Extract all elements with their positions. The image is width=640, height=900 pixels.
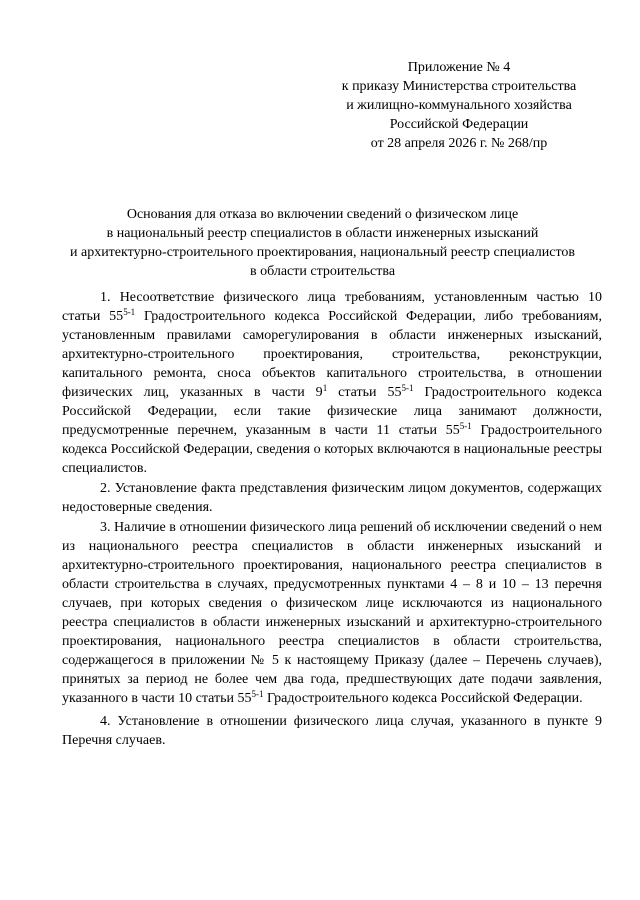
title-line: и архитектурно-строительного проектирования, национальный реестр специалистов [69,245,576,260]
appendix-line: от 28 апреля 2026 г. № 268/пр [370,136,548,151]
text-run: Градостроительного кодекса Российской Федерации, сведения о которых включаются в национальные реестры специалистов. [62,423,602,476]
superscript: 5-1 [401,383,414,393]
paragraph-3 [62,518,602,708]
text-run: 3. Наличие в отношении физического лица решений об исключении сведений о нем из национального реестра специалистов в области инженерных изысканий и архитектурно-строительного проектирования, национального реестра специалистов в области строительства в случаях, предусмотренных пунктами 4 – 8 и 10 – 13 перечня случаев, при которых сведения о физическом лице исключаются из национального реестра специалистов в области инженерных изысканий и архитектурно-строительного проектирования, национального реестра специалистов в области строительства, содержащегося в приложении № 5 к настоящему Приказу (далее – Перечень случаев), принятых за период не более чем два года, предшествующих дате подачи заявления, указанного в части 10 статьи 55 [62,520,602,706]
document-title [40,205,605,281]
text-run: статьи 55 [327,385,402,400]
appendix-header [300,58,618,153]
paragraph-2 [62,479,602,517]
text-run: 1. Несоответствие физического лица требованиям, установленным частью 10 статьи 55 [62,290,602,324]
appendix-line: и жилищно-коммунального хозяйства [346,98,572,113]
text-run: Градостроительного кодекса Российской Федерации, если такие физические лица занимают должности, предусмотренные перечнем, указанным в части 11 статьи 55 [62,385,603,438]
superscript: 5-1 [123,307,136,317]
document-body [62,288,602,751]
title-line: Основания для отказа во включении сведений о физическом лице [126,207,519,222]
appendix-line: к приказу Министерства строительства [341,79,577,94]
paragraph-4 [62,712,602,750]
appendix-line: Российской Федерации [389,117,529,132]
text-run: Градостроительного кодекса Российской Федерации, либо требованиям, установленным правилами саморегулирования в области инженерных изысканий, архитектурно-строительного проектирования, строительства, реконструкции, капитального ремонта, сноса объектов капитального строительства, в отношении физических лиц, указанных в части 9 [62,309,602,400]
text-run: Градостроительного кодекса Российской Федерации. [263,691,583,706]
appendix-line: Приложение № 4 [407,60,511,75]
superscript: 5-1 [459,421,472,431]
text-run: 2. Установление факта представления физическим лицом документов, содержащих недостоверные сведения. [62,481,602,515]
text-run: 4. Установление в отношении физического лица случая, указанного в пункте 9 Перечня случаев. [62,714,602,748]
title-line: в национальный реестр специалистов в области инженерных изысканий [106,226,539,241]
superscript: 1 [322,383,328,393]
paragraph-1 [62,288,602,478]
superscript: 5-1 [251,689,264,699]
title-line: в области строительства [249,264,396,279]
